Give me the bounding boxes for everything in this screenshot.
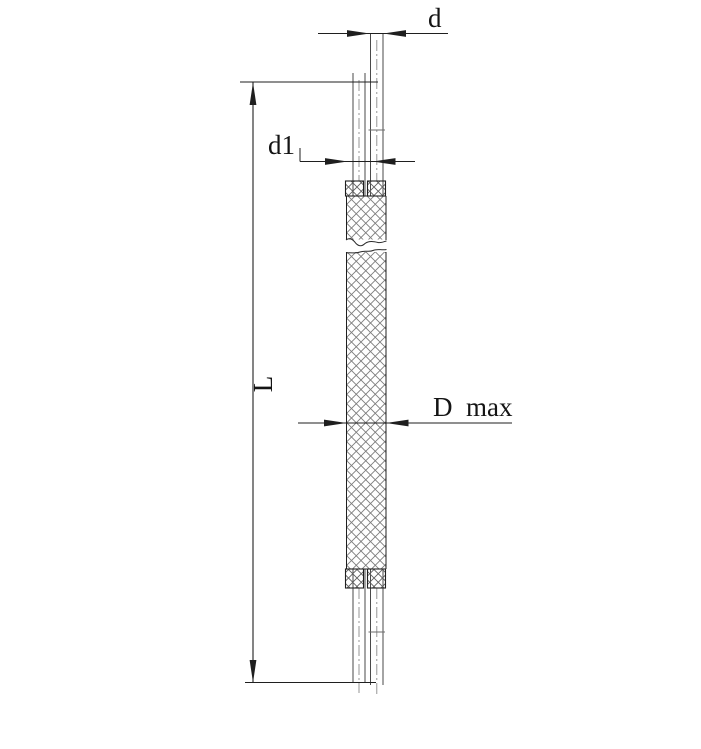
end-cap-top-left xyxy=(346,181,364,196)
label-lead-diameter: d xyxy=(428,3,442,33)
component-body xyxy=(344,196,388,569)
end-cap-top-right xyxy=(368,181,386,196)
label-body-max-diameter: D max xyxy=(433,392,513,422)
dimension-d1 xyxy=(300,148,415,165)
label-cap-diameter: d1 xyxy=(268,130,295,160)
end-cap-bottom-left xyxy=(346,569,364,588)
end-cap-bottom-right xyxy=(368,569,386,588)
label-overall-length: L xyxy=(247,375,278,393)
